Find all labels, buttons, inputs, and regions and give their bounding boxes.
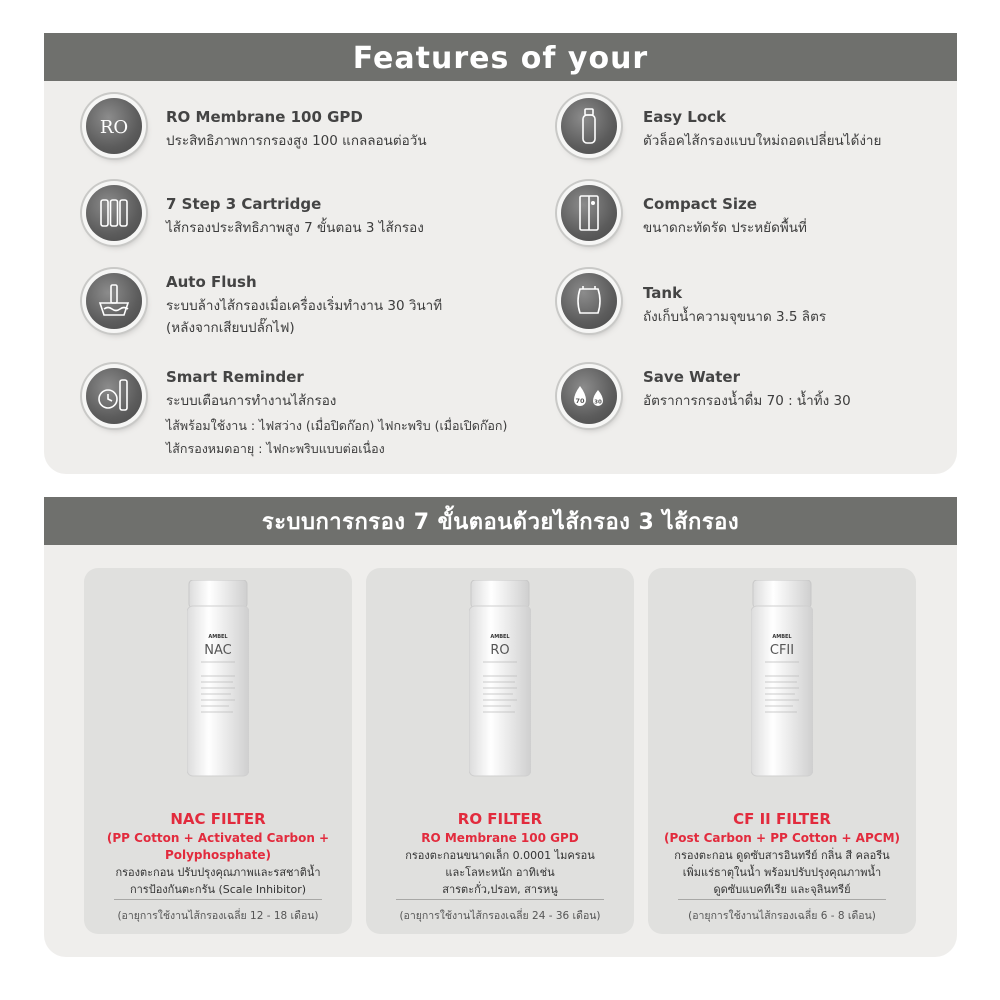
- divider: [114, 899, 322, 900]
- filter-card-ro: [366, 568, 634, 934]
- filter-name: NAC FILTER: [170, 810, 266, 828]
- compact-size-icon: [561, 185, 617, 241]
- filter-card-nac: [84, 568, 352, 934]
- feature-desc: ไส้กรองประสิทธิภาพสูง 7 ขั้นตอน 3 ไส้กรอง: [166, 220, 424, 236]
- feature-desc: ไส้พร้อมใช้งาน : ไฟสว่าง (เมื่อปิดก๊อก) ไฟกะพริบ (เมื่อเปิดก๊อก): [166, 418, 508, 433]
- features-banner: Features of your: [44, 33, 957, 81]
- filter-life: (อายุการใช้งานไส้กรองเฉลี่ย 6 - 8 เดือน): [688, 910, 876, 922]
- feature-desc: ระบบล้างไส้กรองเมื่อเครื่องเริ่มทำงาน 30 วินาที: [166, 298, 443, 314]
- feature-desc: ถังเก็บน้ำความจุขนาด 3.5 ลิตร: [643, 309, 827, 325]
- save-water-badge-30: 30: [594, 399, 602, 406]
- feature-title: Save Water: [643, 368, 740, 386]
- filter-life: (อายุการใช้งานไส้กรองเฉลี่ย 24 - 36 เดือน): [399, 910, 601, 922]
- nac-cartridge-image: [187, 580, 249, 780]
- filters-banner: ระบบการกรอง 7 ขั้นตอนด้วยไส้กรอง 3 ไส้กรอง: [44, 497, 957, 545]
- divider: [678, 899, 886, 900]
- save-water-badge-70: 70: [575, 397, 585, 405]
- filter-sub: (Post Carbon + PP Cotton + APCM): [664, 831, 900, 845]
- save-water-icon: [561, 368, 617, 424]
- cfii-cartridge-image: [751, 580, 813, 780]
- filter-sub: RO Membrane 100 GPD: [421, 831, 579, 845]
- feature-title: Smart Reminder: [166, 368, 304, 386]
- feature-title: 7 Step 3 Cartridge: [166, 195, 322, 213]
- feature-desc: ประสิทธิภาพการกรองสูง 100 แกลลอนต่อวัน: [166, 133, 427, 149]
- feature-desc: ไส้กรองหมดอายุ : ไฟกะพริบแบบต่อเนื่อง: [166, 441, 385, 456]
- feature-title: Auto Flush: [166, 273, 257, 291]
- filter-name: CF II FILTER: [733, 810, 831, 828]
- cartridge-brand: AMBEL: [772, 634, 792, 640]
- filter-card-cfii: [648, 568, 916, 934]
- cartridge-code: NAC: [204, 643, 232, 658]
- filter-sub: (PP Cotton + Activated Carbon + Polyphosphate): [106, 831, 330, 862]
- feature-desc: ขนาดกะทัดรัด ประหยัดพื้นที่: [643, 220, 807, 236]
- cartridge-brand: AMBEL: [490, 634, 510, 640]
- easy-lock-icon: [561, 98, 617, 154]
- divider: [396, 899, 604, 900]
- filter-desc: กรองตะกอนขนาดเล็ก 0.0001 ไมครอน และโลหะหนัก อาทิเช่น สารตะกั่ว,ปรอท, สารหนู: [405, 849, 595, 896]
- ro-badge: RO: [99, 117, 129, 138]
- feature-title: Easy Lock: [643, 108, 727, 126]
- feature-desc: ระบบเตือนการทำงานไส้กรอง: [166, 393, 337, 409]
- filter-desc: กรองตะกอน ดูดซับสารอินทรีย์ กลิ่น สี คลอรีน เพิ่มแร่ธาตุในน้ำ พร้อมปรับปรุงคุณภาพน้ำ ดูดซับแบคทีเรีย และจุลินทรีย์: [674, 849, 890, 896]
- ro-icon: [86, 98, 142, 154]
- smart-reminder-icon: [86, 368, 142, 424]
- filter-life: (อายุการใช้งานไส้กรองเฉลี่ย 12 - 18 เดือน): [117, 910, 319, 922]
- filter-desc: กรองตะกอน ปรับปรุงคุณภาพและรสชาติน้ำ การป้องกันตะกรัน (Scale Inhibitor): [115, 866, 321, 896]
- cartridge-brand: AMBEL: [208, 634, 228, 640]
- feature-desc: อัตราการกรองน้ำดื่ม 70 : น้ำทิ้ง 30: [643, 393, 851, 409]
- features-panel: [44, 33, 957, 474]
- feature-title: RO Membrane 100 GPD: [166, 108, 363, 126]
- feature-title: Compact Size: [643, 195, 757, 213]
- ro-cartridge-image: [469, 580, 531, 780]
- cartridge-code: RO: [490, 643, 510, 658]
- filter-name: RO FILTER: [457, 810, 543, 828]
- cartridge-code: CFII: [769, 643, 795, 658]
- tank-icon: [561, 273, 617, 329]
- cartridges-icon: [86, 185, 142, 241]
- filters-panel: [44, 497, 957, 957]
- auto-flush-icon: [86, 273, 142, 329]
- feature-title: Tank: [643, 284, 683, 302]
- feature-desc: (หลังจากเสียบปลั๊กไฟ): [166, 320, 295, 336]
- feature-desc: ตัวล็อคไส้กรองแบบใหม่ถอดเปลี่ยนได้ง่าย: [643, 133, 882, 149]
